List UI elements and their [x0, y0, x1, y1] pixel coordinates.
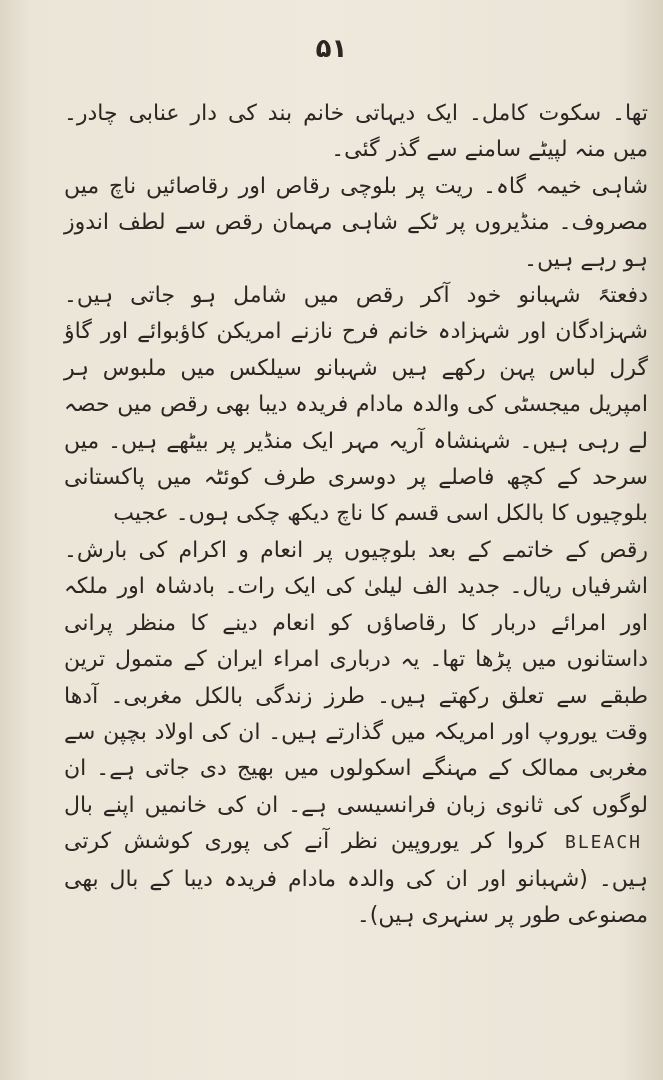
paragraph-4-start: رقص کے خاتمے کے بعد بلوچیوں پر انعام و اکرام کی بارش۔ اشرفیاں ریال۔ جدید الف لیلیٰ کی ایک رات۔ بادشاہ اور ملکہ اور امرائے دربار کا رقاصاؤں کو انعام دینے کا منظر پرانی داستانوں میں پڑھا تھا۔ یہ درباری امراء ایران کے متمول ترین طبقے سے تعلق رکھتے ہیں۔ طرز زندگی بالکل مغربی۔ آدھا وقت یوروپ اور امریکہ میں گذارتے ہیں۔ ان کی اولاد بچپن سے مغربی ممالک کے مہنگے اسکولوں میں بھیج دی جاتی ہے۔ ان لوگوں کی ثانوی زبان فرانسیسی ہے۔ ان کی خانمیں اپنے بال — [64, 537, 648, 818]
page-number: ۵۱ — [315, 34, 348, 64]
paragraph-2: شاہی خیمہ گاہ۔ ریت پر بلوچی رقاص اور رقاصائیں ناچ میں مصروف۔ منڈیروں پر ٹکے شاہی مہمان رقص سے لطف اندوز ہو رہے ہیں۔ — [64, 173, 648, 272]
paragraph-3: دفعتہً شہبانو خود آکر رقص میں شامل ہو جاتی ہیں۔ شہزادگان اور شہزادہ خانم فرح نازنے امریکن کاؤبوائے اور گاؤ گرل لباس پہن رکھے ہیں شہبانو سیلکس میں ملبوس ہر امپریل میجسٹی کی والدہ مادام فریدہ دیبا بھی رقص میں حصہ لے رہی ہیں۔ شہنشاہ آریہ مہر ایک منڈیر پر بیٹھے ہیں۔ میں سرحد کے کچھ فاصلے پر دوسری طرف کوئٹہ میں پاکستانی بلوچیوں کا بالکل اسی قسم کا ناچ دیکھ چکی ہوں۔ عجیب — [64, 283, 648, 527]
page-body — [64, 96, 648, 934]
bleach-word: BLEACH — [564, 832, 643, 854]
paragraph-4-end: کروا کر یوروپین نظر آنے کی پوری کوشش کرتی ہیں۔ (شہبانو اور ان کی والدہ مادام فریدہ دیبا کے بال بھی مصنوعی طور پر سنہری ہیں)۔ — [64, 829, 648, 928]
paragraph-1: تھا۔ سکوت کامل۔ ایک دیہاتی خانم بند کی دار عنابی چادر۔ میں منہ لپیٹے سامنے سے گذر گئی۔ — [64, 101, 648, 163]
paragraph-4 — [64, 533, 648, 934]
